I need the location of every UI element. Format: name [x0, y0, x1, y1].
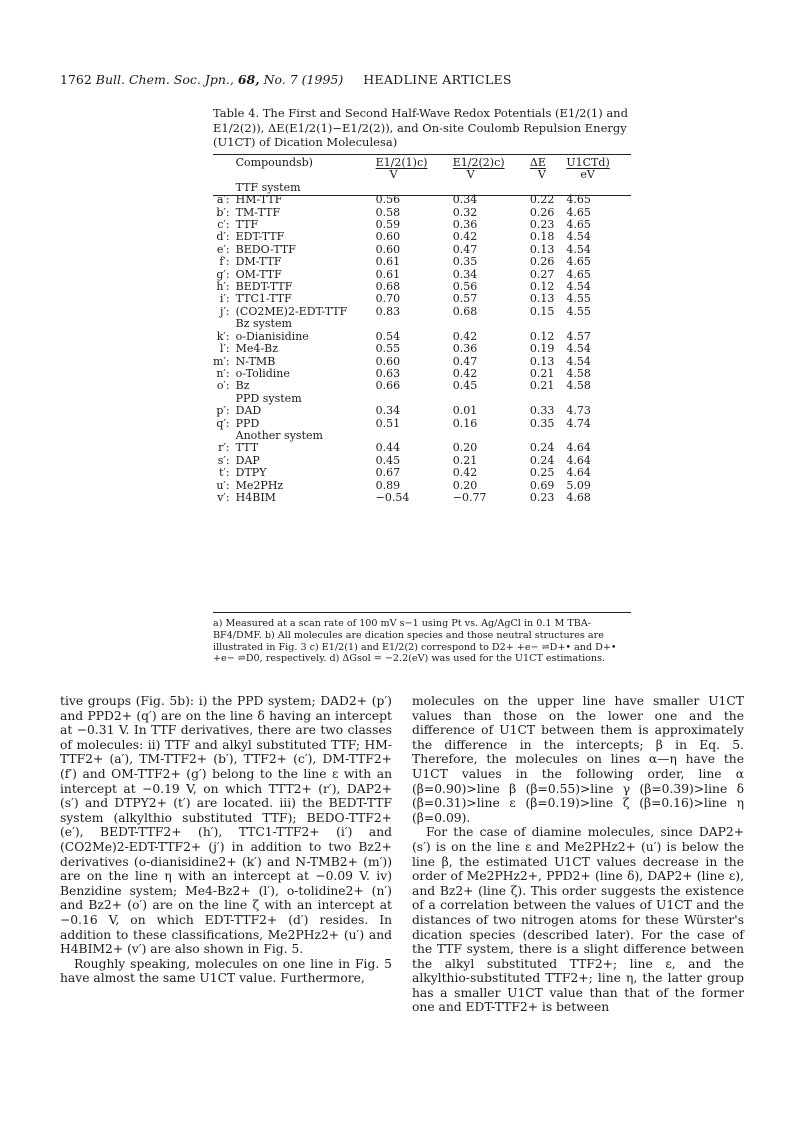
de-value: 0.33 [529, 404, 555, 418]
u-value: 4.57 [566, 329, 591, 343]
row-label: c′: [217, 218, 230, 232]
col-e1: E1/2(1)c) [375, 156, 428, 169]
compound-name: DTPY [235, 466, 267, 480]
de-value: 0.24 [529, 441, 555, 455]
e2-value: 0.56 [452, 280, 478, 294]
e2-value: 0.36 [452, 342, 478, 356]
row-label: h′: [216, 280, 230, 294]
table-row [213, 405, 631, 417]
compound-name: o-Tolidine [235, 366, 290, 380]
row-label: l′: [219, 342, 230, 356]
de-value: 0.26 [529, 255, 555, 269]
body-paragraph: For the case of diamine molecules, since DAP2+ (s′) is on the line ε and Me2PHz2+ (u′) is below the line β, the estimated U1CT values decrease in the order of Me2PHz2+, PPD2+ (line δ), DAP2+ (line ε), and Bz2+ (line ζ). This order suggests the existence of a correlation between the values of U1CT and the distances of two nitrogen atoms for these Würster's dication species (described later). For the case of the TTF system, there is a slight difference between the alkyl substituted TTF2+; line ε, and the alkylthio-substituted TTF2+; line η, the latter group has a smaller U1CT value than that of the former one and EDT-TTF2+ is between [412, 825, 744, 1015]
row-label: f′: [219, 255, 230, 269]
redox-table [213, 157, 631, 504]
compound-name: N-TMB [235, 354, 276, 368]
e1-value: 0.59 [375, 218, 401, 232]
compound-name: BEDO-TTF [235, 242, 296, 256]
e2-value: 0.01 [452, 404, 478, 418]
u-value: 4.74 [566, 416, 591, 430]
e2-value: 0.42 [452, 466, 478, 480]
e1-value: 0.67 [375, 466, 401, 480]
unit-e2: V [466, 168, 475, 182]
row-label: k′: [216, 329, 230, 343]
e1-value: 0.44 [375, 441, 401, 455]
journal-issue: No. 7 (1995) [263, 72, 344, 87]
e2-value: 0.20 [452, 441, 478, 455]
e1-value: 0.56 [375, 193, 401, 207]
u-value: 4.65 [566, 255, 591, 269]
unit-e1: V [389, 168, 398, 182]
e2-value: 0.16 [452, 416, 478, 430]
e1-value: 0.34 [375, 404, 401, 418]
compound-name: o-Dianisidine [235, 329, 309, 343]
e1-value: −0.54 [375, 490, 410, 504]
col-compounds: Compoundsb) [235, 156, 313, 169]
de-value: 0.23 [529, 490, 555, 504]
e2-value: 0.32 [452, 205, 478, 219]
u-value: 4.58 [566, 366, 591, 380]
compound-name: OM-TTF [235, 267, 282, 281]
compound-name: DAP [235, 453, 260, 467]
e1-value: 0.70 [375, 292, 401, 306]
u-value: 4.58 [566, 379, 591, 393]
table-row [213, 380, 631, 392]
e1-value: 0.63 [375, 366, 401, 380]
de-value: 0.12 [529, 280, 555, 294]
table-row [213, 256, 631, 268]
compound-name: (CO2ME)2-EDT-TTF [235, 304, 348, 318]
compound-name: TM-TTF [235, 205, 281, 219]
de-value: 0.69 [529, 478, 555, 492]
table-row [213, 343, 631, 355]
body-paragraph: molecules on the upper line have smaller U1CT values than those on the lower one and the difference of U1CT between them is approximately the difference in the intercepts; β in Eq. 5. Therefore, the molecules on lines α—η have the U1CT values in the following order, line α (β=0.90)>line β (β=0.55)>line γ (β=0.39)>line δ (β=0.31)>line ε (β=0.19)>line ζ (β=0.16)>line η (β=0.09). [412, 694, 744, 825]
running-header [60, 72, 512, 87]
de-value: 0.12 [529, 329, 555, 343]
row-label: i′: [219, 292, 230, 306]
e1-value: 0.55 [375, 342, 401, 356]
group-name: Bz system [235, 317, 292, 331]
section-title: HEADLINE ARTICLES [363, 72, 512, 87]
compound-name: DM-TTF [235, 255, 282, 269]
e2-value: 0.45 [452, 379, 478, 393]
e1-value: 0.60 [375, 230, 401, 244]
row-label: v′: [217, 490, 230, 504]
table-row [213, 194, 631, 206]
de-value: 0.19 [529, 342, 555, 356]
u-value: 4.65 [566, 218, 591, 232]
row-label: g′: [216, 267, 230, 281]
de-value: 0.24 [529, 453, 555, 467]
u-value: 4.54 [566, 342, 591, 356]
e1-value: 0.54 [375, 329, 401, 343]
compound-name: DAD [235, 404, 262, 418]
compound-name: BEDT-TTF [235, 280, 293, 294]
e2-value: 0.21 [452, 453, 478, 467]
de-value: 0.13 [529, 354, 555, 368]
row-label: j′: [220, 304, 230, 318]
de-value: 0.23 [529, 218, 555, 232]
compound-name: HM-TTF [235, 193, 283, 207]
group-name: PPD system [235, 391, 302, 405]
table-group-row [213, 318, 631, 330]
row-label: a′: [216, 193, 230, 207]
de-value: 0.15 [529, 304, 555, 318]
e2-value: 0.34 [452, 267, 478, 281]
de-value: 0.25 [529, 466, 555, 480]
right-column [412, 694, 744, 1015]
e1-value: 0.89 [375, 478, 401, 492]
table-row [213, 467, 631, 479]
page-number: 1762 [60, 72, 92, 87]
u-value: 4.54 [566, 242, 591, 256]
e2-value: 0.57 [452, 292, 478, 306]
u-value: 4.55 [566, 292, 591, 306]
body-paragraph: tive groups (Fig. 5b): i) the PPD system; DAD2+ (p′) and PPD2+ (q′) are on the line δ having an intercept at −0.31 V. In TTF derivatives, there are two classes of molecules: ii) TTF and alkyl substituted TTF; HM-TTF2+ (a′), TM-TTF2+ (b′), TTF2+ (c′), DM-TTF2+ (f′) and OM-TTF2+ (g′) belong to the line ε with an intercept at −0.19 V, on which TTT2+ (r′), DAP2+ (s′) and DTPY2+ (t′) are located. iii) the BEDT-TTF system (alkylthio substituted TTF); BEDO-TTF2+ (e′), BEDT-TTF2+ (h′), TTC1-TTF2+ (i′) and (CO2Me)2-EDT-TTF2+ (j′) in addition to two Bz2+ derivatives (o-dianisidine2+ (k′) and N-TMB2+ (m′)) are on the line η with an intercept at −0.09 V. iv) Benzidine system; Me4-Bz2+ (l′), o-tolidine2+ (n′) and Bz2+ (o′) are on the line ζ with an intercept at −0.16 V, on which EDT-TTF2+ (d′) resides. In addition to these classifications, Me2PHz2+ (u′) and H4BIM2+ (v′) are also shown in Fig. 5. [60, 694, 392, 957]
u-value: 4.65 [566, 193, 591, 207]
u-value: 4.68 [566, 490, 591, 504]
compound-name: TTT [235, 441, 259, 455]
table-row [213, 492, 631, 504]
e1-value: 0.51 [375, 416, 401, 430]
compound-name: EDT-TTF [235, 230, 285, 244]
table-footnotes: a) Measured at a scan rate of 100 mV s−1 using Pt vs. Ag/AgCl in 0.1 M TBA-BF4/DMF. b) All molecules are dication species and those neutral structures are illustrated in Fig. 3 c) E1/2(1) and E1/2(2) correspond to D2+ +e− ⇌D+• and D+• +e− ⇌D0, respectively. d) ΔGsol = −2.2(eV) was used for the U1CT estimations. [213, 618, 617, 665]
u-value: 4.64 [566, 466, 591, 480]
row-label: s′: [217, 453, 230, 467]
e1-value: 0.58 [375, 205, 401, 219]
u-value: 4.54 [566, 280, 591, 294]
e2-value: −0.77 [452, 490, 487, 504]
e2-value: 0.42 [452, 329, 478, 343]
u-value: 4.64 [566, 441, 591, 455]
table-row [213, 231, 631, 243]
compound-name: H4BIM [235, 490, 276, 504]
de-value: 0.27 [529, 267, 555, 281]
unit-u: eV [580, 168, 595, 182]
e1-value: 0.68 [375, 280, 401, 294]
row-label: q′: [216, 416, 230, 430]
row-label: p′: [216, 404, 230, 418]
e2-value: 0.20 [452, 478, 478, 492]
de-value: 0.21 [529, 366, 555, 380]
table-caption: Table 4. The First and Second Half-Wave Redox Potentials (E1/2(1) and E1/2(2)), ΔE(E1/2(1)−E1/2(2)), and On-site Coulomb Repulsion Energy (U1CT) of Dication Moleculesa) [213, 106, 628, 149]
compound-name: PPD [235, 416, 260, 430]
table-top-rule [213, 154, 631, 155]
e2-value: 0.35 [452, 255, 478, 269]
compound-name: Me4-Bz [235, 342, 279, 356]
table-row [213, 293, 631, 305]
table-row [213, 442, 631, 454]
compound-name: Bz [235, 379, 250, 393]
row-label: d′: [216, 230, 230, 244]
left-column [60, 694, 392, 986]
row-label: r′: [218, 441, 230, 455]
col-u: U1CTd) [566, 156, 610, 169]
group-name: TTF system [235, 180, 301, 194]
e1-value: 0.61 [375, 255, 401, 269]
table-bottom-rule [213, 612, 631, 613]
e2-value: 0.47 [452, 242, 478, 256]
e1-value: 0.66 [375, 379, 401, 393]
de-value: 0.35 [529, 416, 555, 430]
de-value: 0.18 [529, 230, 555, 244]
e2-value: 0.68 [452, 304, 478, 318]
de-value: 0.21 [529, 379, 555, 393]
e2-value: 0.34 [452, 193, 478, 207]
e1-value: 0.60 [375, 242, 401, 256]
journal-name: Bull. Chem. Soc. Jpn., [95, 72, 234, 87]
u-value: 5.09 [566, 478, 591, 492]
e1-value: 0.61 [375, 267, 401, 281]
row-label: e′: [216, 242, 230, 256]
body-paragraph: Roughly speaking, molecules on one line in Fig. 5 have almost the same U1CT value. Furthermore, [60, 956, 392, 986]
u-value: 4.54 [566, 354, 591, 368]
journal-volume: 68, [237, 72, 260, 87]
row-label: b′: [216, 205, 230, 219]
col-de: ΔE [529, 156, 546, 169]
row-label: n′: [216, 366, 230, 380]
u-value: 4.54 [566, 230, 591, 244]
compound-name: TTC1-TTF [235, 292, 292, 306]
unit-de: V [537, 168, 546, 182]
compound-name: Me2PHz [235, 478, 284, 492]
u-value: 4.64 [566, 453, 591, 467]
e2-value: 0.47 [452, 354, 478, 368]
de-value: 0.22 [529, 193, 555, 207]
col-e2: E1/2(2)c) [452, 156, 505, 169]
e1-value: 0.45 [375, 453, 401, 467]
u-value: 4.65 [566, 267, 591, 281]
row-label: t′: [219, 466, 230, 480]
de-value: 0.13 [529, 242, 555, 256]
e1-value: 0.83 [375, 304, 401, 318]
row-label: o′: [216, 379, 230, 393]
u-value: 4.55 [566, 304, 591, 318]
de-value: 0.26 [529, 205, 555, 219]
u-value: 4.65 [566, 205, 591, 219]
u-value: 4.73 [566, 404, 591, 418]
de-value: 0.13 [529, 292, 555, 306]
row-label: u′: [216, 478, 230, 492]
group-name: Another system [235, 428, 323, 442]
row-label: m′: [213, 354, 230, 368]
e2-value: 0.36 [452, 218, 478, 232]
e1-value: 0.60 [375, 354, 401, 368]
compound-name: TTF [235, 218, 259, 232]
e2-value: 0.42 [452, 230, 478, 244]
e2-value: 0.42 [452, 366, 478, 380]
